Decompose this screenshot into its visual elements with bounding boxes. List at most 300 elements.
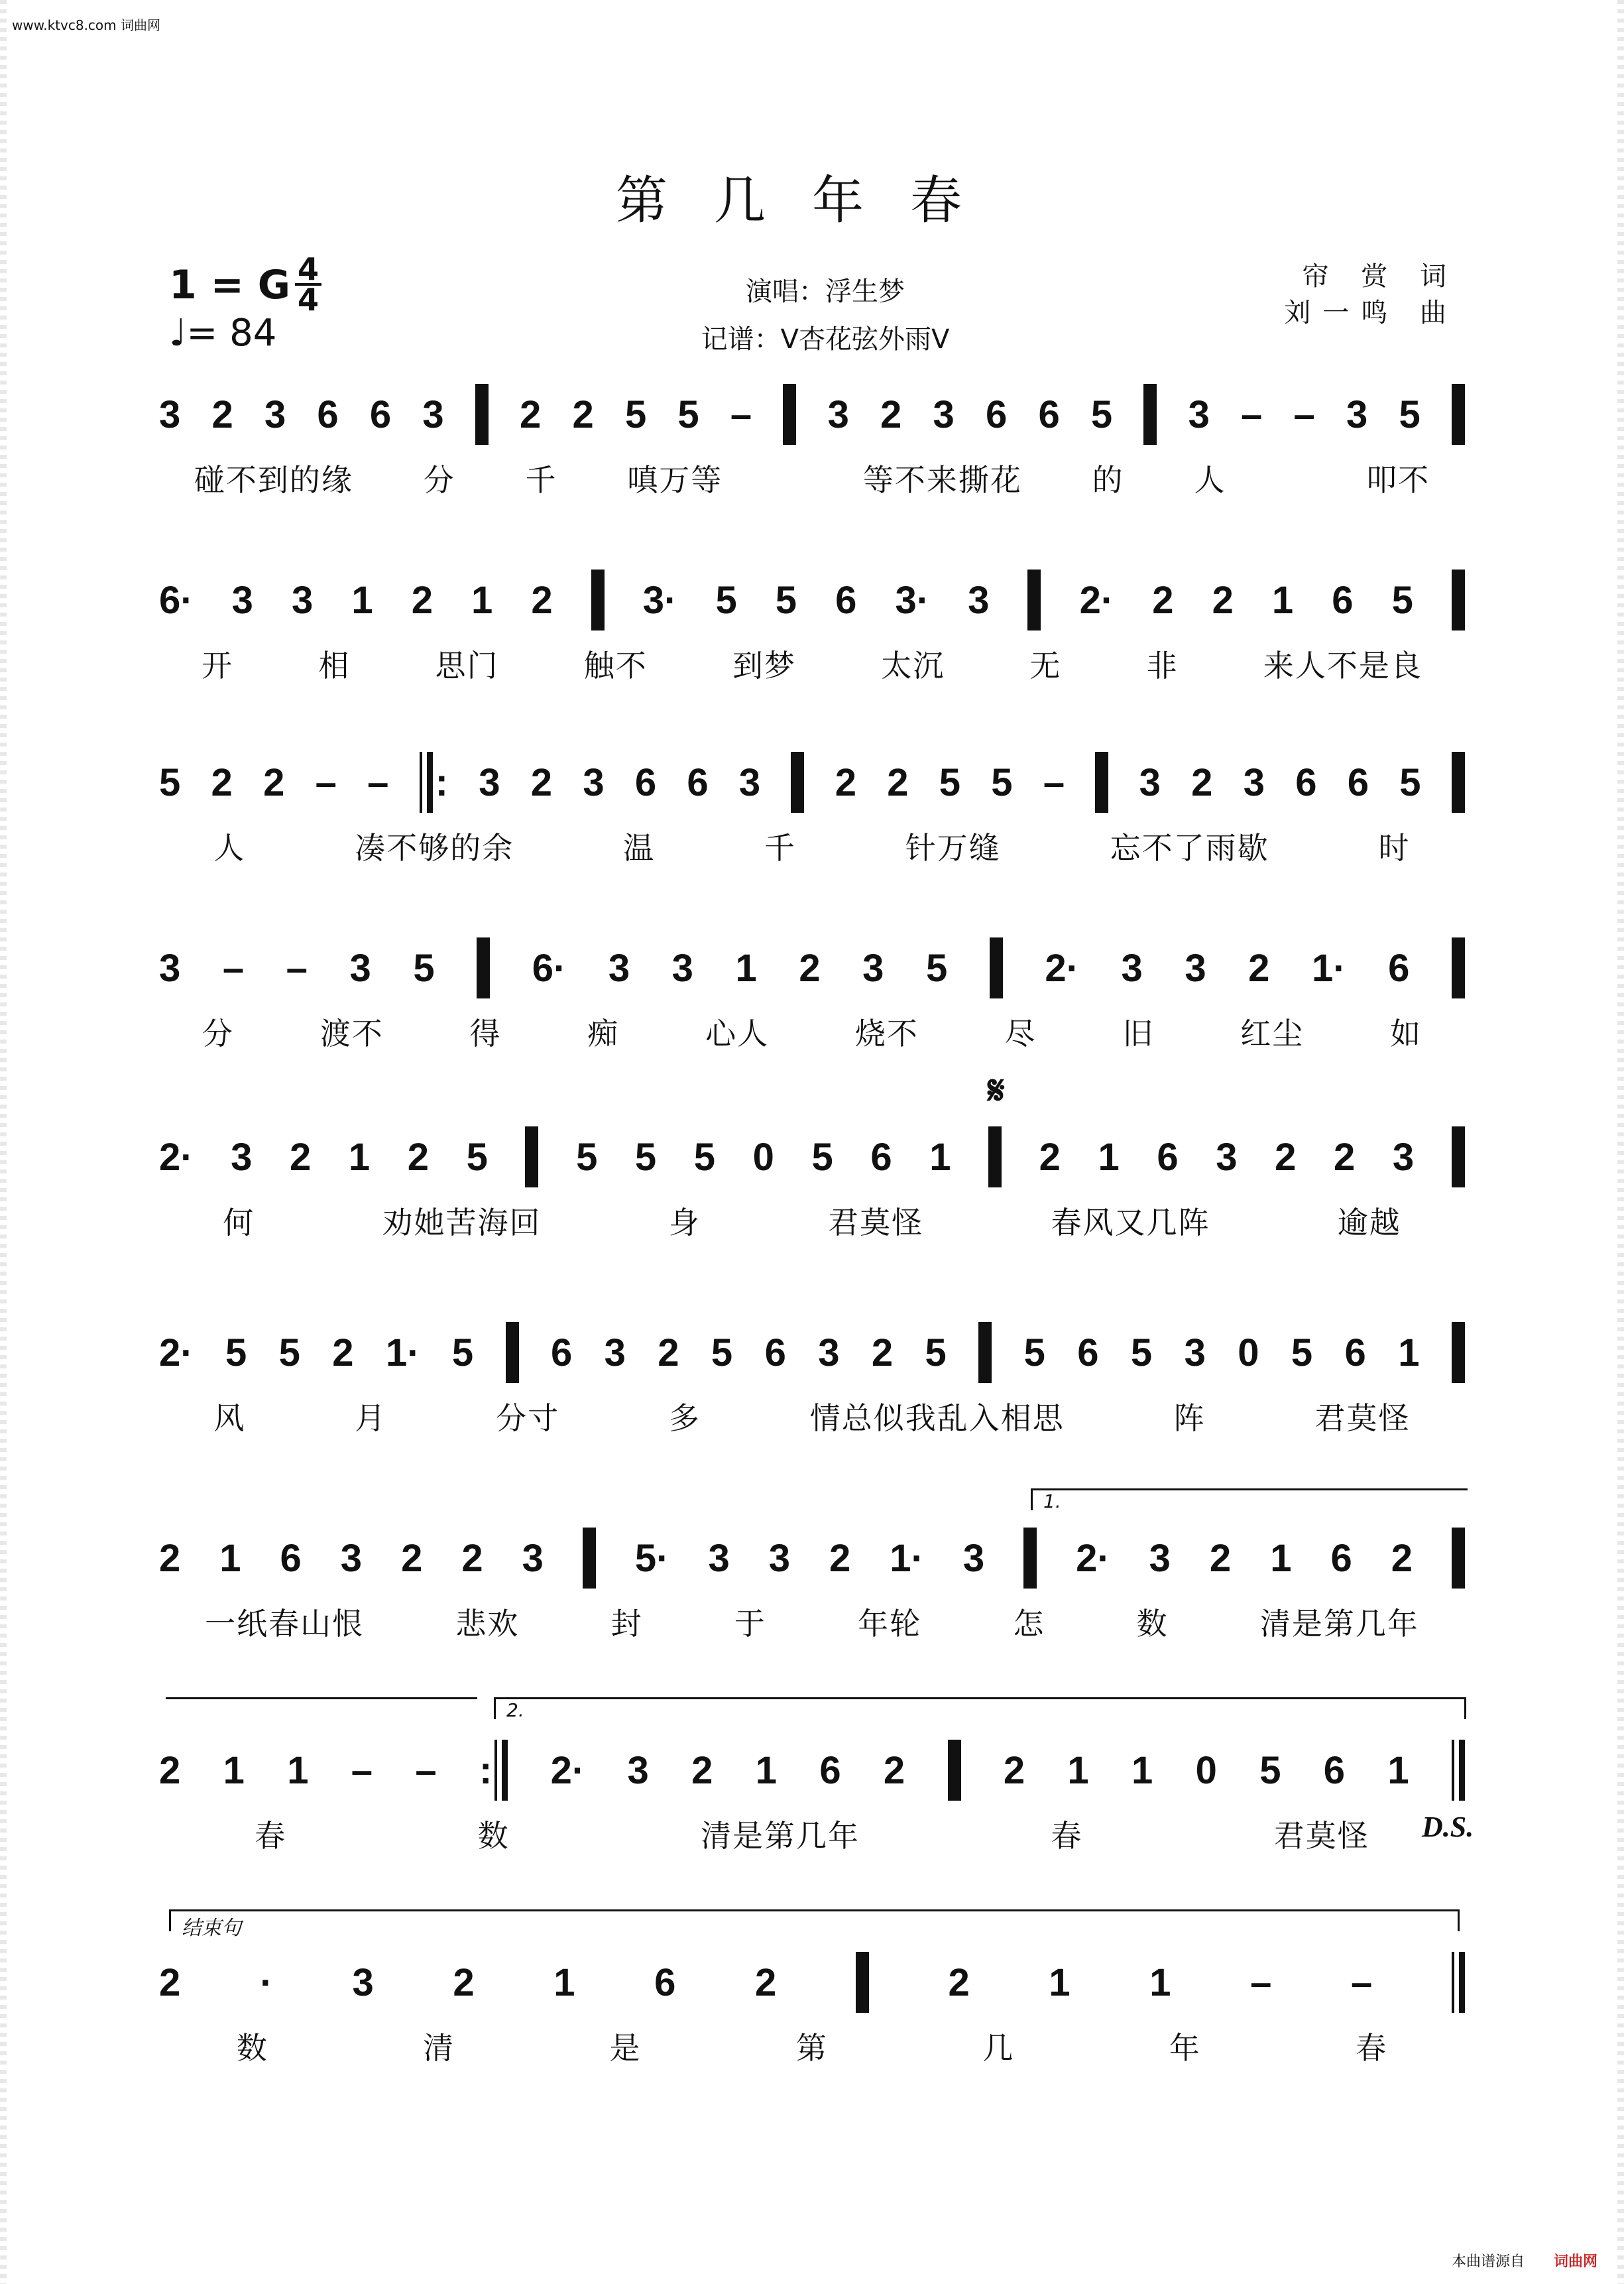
note: – xyxy=(730,392,752,436)
note: 2 xyxy=(1209,1536,1232,1580)
lyric-syllable: 得 xyxy=(469,1016,502,1052)
barline xyxy=(1143,384,1157,445)
note: 3 xyxy=(522,1536,544,1580)
note: 3 xyxy=(1121,946,1143,990)
lyric-syllable: 第 xyxy=(795,2030,828,2066)
note: 3 xyxy=(627,1748,649,1792)
note: 2 xyxy=(829,1536,851,1580)
note: 3 xyxy=(604,1331,626,1374)
note: 6 xyxy=(317,392,339,436)
note: 5 xyxy=(1391,578,1413,622)
lyric-syllable: 旧 xyxy=(1122,1016,1155,1052)
note: 2 xyxy=(453,1960,475,2004)
coda-bracket xyxy=(169,1909,1460,1940)
score-system-3 xyxy=(159,746,1465,878)
note: 3 xyxy=(349,946,371,990)
note: 1 xyxy=(348,1135,371,1179)
note: 3 xyxy=(608,946,630,990)
lyrics-line xyxy=(159,1199,1465,1242)
barline xyxy=(990,937,1003,998)
notation-line xyxy=(159,1734,1465,1807)
note: 5 xyxy=(1399,760,1421,804)
note: 5 xyxy=(1291,1331,1313,1374)
composer-credit: 刘一鸣 曲 xyxy=(1284,298,1458,328)
lyric-syllable: 分 xyxy=(202,1016,234,1052)
lyric-syllable: 非 xyxy=(1146,648,1179,684)
lyric-syllable: 清 xyxy=(423,2030,455,2066)
note: 1 xyxy=(471,578,493,622)
note: 6 xyxy=(1330,1536,1352,1580)
note: 5 xyxy=(677,392,699,436)
barline xyxy=(1452,1528,1465,1589)
lyrics-line xyxy=(159,824,1465,868)
transcriber-credit: 记谱：V杏花弦外雨V xyxy=(701,324,950,355)
segno-sign: 𝄋 xyxy=(988,1067,1005,1114)
note: 2 xyxy=(520,392,542,436)
note: 2 xyxy=(1039,1135,1061,1179)
lyric-syllable: 君莫怪 xyxy=(1314,1400,1411,1436)
note: 2 xyxy=(1391,1536,1413,1580)
time-bottom: 4 xyxy=(295,283,321,314)
note: 0 xyxy=(1238,1331,1259,1374)
note: – xyxy=(1350,1960,1373,2004)
lyric-syllable: 无 xyxy=(1029,648,1062,684)
note: 6 xyxy=(1038,392,1060,436)
note: 1 xyxy=(223,1748,245,1792)
barline xyxy=(1452,1126,1465,1187)
note: 2· xyxy=(159,1135,194,1179)
note: 6 xyxy=(1388,946,1410,990)
page-title: 第几年春 xyxy=(615,171,1008,231)
lyric-syllable: 碰不到的缘 xyxy=(194,462,353,498)
note: 3 xyxy=(768,1536,790,1580)
barline xyxy=(583,1528,596,1589)
note: 6 xyxy=(1344,1331,1366,1374)
note: 2 xyxy=(530,760,553,804)
note: 3 xyxy=(340,1536,363,1580)
note: 1 xyxy=(755,1748,777,1792)
lyric-syllable: 春风又几阵 xyxy=(1051,1205,1210,1240)
note: · xyxy=(260,1960,273,2004)
lyric-syllable: 渡不 xyxy=(319,1016,384,1052)
note: 1 xyxy=(553,1960,575,2004)
lyric-syllable: 千 xyxy=(525,462,557,498)
note: 5 xyxy=(1023,1331,1045,1374)
lyric-syllable: 是 xyxy=(609,2030,642,2066)
first-ending-label: 1. xyxy=(1043,1490,1061,1512)
lyric-syllable: 红尘 xyxy=(1240,1016,1305,1052)
lyric-syllable: 烧不 xyxy=(854,1016,919,1052)
note: 3 xyxy=(671,946,693,990)
note: 5 xyxy=(1090,392,1113,436)
barline xyxy=(1452,384,1465,445)
note: 2 xyxy=(1275,1135,1297,1179)
note: 2 xyxy=(159,1536,181,1580)
lyric-syllable: 春 xyxy=(1051,1818,1083,1854)
note: 3 xyxy=(968,578,990,622)
note: 5 xyxy=(634,1135,657,1179)
note: 2 xyxy=(880,392,902,436)
note: 6· xyxy=(159,578,194,622)
note: 5 xyxy=(711,1331,733,1374)
note: 1 xyxy=(219,1536,241,1580)
note: 3 xyxy=(1392,1135,1415,1179)
note: 1· xyxy=(385,1331,420,1374)
note: 6 xyxy=(1347,760,1369,804)
note: 1 xyxy=(1067,1748,1089,1792)
lyric-syllable: 相 xyxy=(318,648,351,684)
barline xyxy=(1452,752,1465,813)
note: 2· xyxy=(1079,578,1114,622)
note: 1 xyxy=(1270,1536,1292,1580)
second-ending-bracket xyxy=(494,1697,1466,1719)
note: 5· xyxy=(634,1536,669,1580)
lyric-syllable: 尽 xyxy=(1004,1016,1037,1052)
note: 2 xyxy=(211,392,233,436)
note: 1 xyxy=(351,578,373,622)
note: 5 xyxy=(939,760,961,804)
lyricist-credit: 帘 赏 词 xyxy=(1302,261,1458,292)
lyric-syllable: 一纸春山恨 xyxy=(205,1606,365,1642)
note: 3 xyxy=(292,578,314,622)
note: 3 xyxy=(231,578,253,622)
barline xyxy=(948,1740,961,1801)
lyric-syllable: 分寸 xyxy=(496,1400,560,1436)
note: 1 xyxy=(1271,578,1294,622)
lyric-syllable: 阵 xyxy=(1173,1400,1206,1436)
note: 6 xyxy=(764,1331,786,1374)
double-barline: : xyxy=(479,1740,508,1801)
lyric-syllable: 叩不 xyxy=(1366,462,1430,498)
lyric-syllable: 时 xyxy=(1378,830,1411,866)
lyric-syllable: 如 xyxy=(1390,1016,1422,1052)
note: 3· xyxy=(895,578,930,622)
lyrics-line xyxy=(159,2024,1465,2068)
note: 1· xyxy=(1312,946,1346,990)
note: 2 xyxy=(461,1536,483,1580)
lyric-syllable: 开 xyxy=(202,648,234,684)
lyrics-line xyxy=(159,642,1465,686)
note: 5 xyxy=(1259,1748,1281,1792)
double-barline: : xyxy=(420,752,448,813)
note: 2 xyxy=(754,1960,777,2004)
barline xyxy=(1452,937,1465,998)
score-system-4 xyxy=(159,932,1465,1064)
lyric-syllable: 身 xyxy=(668,1205,701,1240)
note: 3 xyxy=(1149,1536,1171,1580)
barline xyxy=(978,1322,992,1383)
note: 5 xyxy=(159,760,181,804)
lyric-syllable: 等不来撕花 xyxy=(862,462,1022,498)
lyric-syllable: 君莫怪 xyxy=(1273,1818,1369,1854)
lyric-syllable: 逾越 xyxy=(1337,1205,1401,1240)
lyric-syllable: 到梦 xyxy=(732,648,796,684)
note: 2 xyxy=(691,1748,713,1792)
lyric-syllable: 痴 xyxy=(587,1016,620,1052)
note: 3 xyxy=(479,760,500,804)
note: 3 xyxy=(933,392,955,436)
lyric-syllable: 千 xyxy=(764,830,796,866)
note: 5 xyxy=(811,1135,833,1179)
lyric-syllable: 人 xyxy=(1194,462,1226,498)
note: 5 xyxy=(775,578,797,622)
barline xyxy=(1095,752,1108,813)
note: 3 xyxy=(264,392,286,436)
barline xyxy=(791,752,804,813)
note: 2 xyxy=(411,578,433,622)
barline xyxy=(477,937,490,998)
note: 1 xyxy=(735,946,757,990)
note: 3 xyxy=(1346,392,1368,436)
note: 2 xyxy=(1333,1135,1356,1179)
note: 2 xyxy=(401,1536,423,1580)
note: 6 xyxy=(819,1748,841,1792)
note: 2 xyxy=(1152,578,1174,622)
lyric-syllable: 嗔万等 xyxy=(627,462,723,498)
note: 2· xyxy=(1045,946,1079,990)
note: 1 xyxy=(287,1748,309,1792)
lyric-syllable: 年轮 xyxy=(858,1606,922,1642)
note: 2 xyxy=(871,1331,894,1374)
note: – xyxy=(1241,392,1263,436)
note: 3 xyxy=(862,946,884,990)
double-bar-glyph xyxy=(420,752,433,813)
note: 6 xyxy=(687,760,709,804)
time-top: 4 xyxy=(297,251,319,287)
note: 1 xyxy=(1049,1960,1071,2004)
note: 6 xyxy=(1157,1135,1179,1179)
notation-line xyxy=(159,746,1465,819)
notation-line xyxy=(159,1522,1465,1594)
note: 3 xyxy=(352,1960,374,2004)
note: 2 xyxy=(290,1135,312,1179)
note: 1 xyxy=(1098,1135,1120,1179)
note: 3 xyxy=(1243,760,1265,804)
lyric-syllable: 的 xyxy=(1092,462,1124,498)
note: 5 xyxy=(466,1135,488,1179)
coda-label: 结束句 xyxy=(182,1917,241,1940)
note: 5 xyxy=(1399,392,1421,436)
lyrics-line xyxy=(159,1010,1465,1053)
lyric-syllable: 怎 xyxy=(1013,1606,1045,1642)
key-signature: 1 = G xyxy=(169,262,291,308)
note: 5 xyxy=(413,946,435,990)
notation-line xyxy=(159,378,1465,451)
note: 5 xyxy=(693,1135,716,1179)
note: 3· xyxy=(642,578,677,622)
note: 6 xyxy=(280,1536,302,1580)
barline xyxy=(1452,1322,1465,1383)
note: 6· xyxy=(532,946,567,990)
first-ending-bracket xyxy=(1031,1488,1468,1510)
note: – xyxy=(315,760,337,804)
note: 2 xyxy=(799,946,821,990)
lyric-syllable: 太沉 xyxy=(881,648,945,684)
note: 6 xyxy=(1295,760,1317,804)
lyric-syllable: 劝她苦海回 xyxy=(382,1205,542,1240)
note: – xyxy=(415,1748,437,1792)
lyric-syllable: 数 xyxy=(477,1818,510,1854)
note: 5 xyxy=(1130,1331,1153,1374)
lyrics-line xyxy=(159,456,1465,500)
score-system-9 xyxy=(159,1946,1465,2078)
note: 3 xyxy=(1139,760,1161,804)
note: 5 xyxy=(451,1331,474,1374)
lyric-syllable: 于 xyxy=(734,1606,766,1642)
note: 2 xyxy=(887,760,909,804)
tempo-marking: ♩= 84 xyxy=(169,312,277,355)
lyric-syllable: 数 xyxy=(1136,1606,1169,1642)
lyric-syllable: 触不 xyxy=(583,648,648,684)
lyric-syllable: 封 xyxy=(610,1606,643,1642)
barline xyxy=(591,570,605,631)
lyrics-line xyxy=(159,1600,1465,1644)
lyric-syllable: 几 xyxy=(982,2030,1015,2066)
note: 3 xyxy=(1188,392,1210,436)
lyric-syllable: 多 xyxy=(668,1400,701,1436)
note: 2 xyxy=(531,578,553,622)
barline xyxy=(1023,1528,1037,1589)
note: 2 xyxy=(948,1960,970,2004)
score-system-1 xyxy=(159,378,1465,511)
note: 3 xyxy=(159,946,181,990)
note: 6 xyxy=(1323,1748,1346,1792)
note: 5 xyxy=(715,578,737,622)
notation-line xyxy=(159,932,1465,1004)
note: 3 xyxy=(1184,1331,1206,1374)
barline xyxy=(475,384,489,445)
note: 3 xyxy=(1185,946,1206,990)
note: – xyxy=(286,946,308,990)
note: 3 xyxy=(1216,1135,1238,1179)
lyric-syllable: 年 xyxy=(1169,2030,1201,2066)
note: – xyxy=(1043,760,1065,804)
double-bar-glyph xyxy=(494,1740,508,1801)
note: 2 xyxy=(211,760,233,804)
note: 6 xyxy=(1077,1331,1099,1374)
double-bar-glyph xyxy=(1452,1740,1465,1801)
lyric-syllable: 温 xyxy=(623,830,656,866)
footer-site: 词曲网 xyxy=(1553,2254,1597,2270)
note: 2 xyxy=(1212,578,1234,622)
note: 2 xyxy=(1003,1748,1025,1792)
note: 2· xyxy=(159,1331,194,1374)
lyrics-line xyxy=(159,1812,1465,1856)
note: – xyxy=(1293,392,1315,436)
lyric-syllable: 凑不够的余 xyxy=(355,830,514,866)
note: 2 xyxy=(159,1960,181,2004)
barline xyxy=(1027,570,1041,631)
score-system-6 xyxy=(159,1316,1465,1449)
note: 1 xyxy=(1387,1748,1409,1792)
double-bar-glyph xyxy=(1452,1952,1465,2013)
note: 3 xyxy=(422,392,444,436)
note: 2 xyxy=(1191,760,1213,804)
note: 6 xyxy=(654,1960,676,2004)
double-barline xyxy=(1452,1952,1465,2013)
lyric-syllable: 情总似我乱入相思 xyxy=(809,1400,1065,1436)
note: 2 xyxy=(835,760,856,804)
note: 2 xyxy=(263,760,285,804)
lyric-syllable: 心人 xyxy=(705,1016,770,1052)
lyric-syllable: 月 xyxy=(355,1400,387,1436)
note: 2 xyxy=(159,1748,181,1792)
barline xyxy=(525,1126,538,1187)
lyric-syllable: 悲欢 xyxy=(455,1606,520,1642)
lyric-syllable: 清是第几年 xyxy=(700,1818,860,1854)
note: 6 xyxy=(985,392,1008,436)
barline xyxy=(856,1952,869,2013)
note: 2 xyxy=(332,1331,354,1374)
note: 5 xyxy=(991,760,1013,804)
note: 6 xyxy=(550,1331,573,1374)
barline xyxy=(783,384,796,445)
note: 3 xyxy=(818,1331,840,1374)
note: 5 xyxy=(925,946,948,990)
note: 2· xyxy=(550,1748,585,1792)
note: 2 xyxy=(658,1331,679,1374)
note: 3 xyxy=(738,760,761,804)
note: 3 xyxy=(583,760,605,804)
note: – xyxy=(351,1748,373,1792)
note: 5 xyxy=(624,392,647,436)
note: 2 xyxy=(407,1135,430,1179)
notation-line xyxy=(159,1120,1465,1193)
lyric-syllable: 春 xyxy=(1356,2030,1388,2066)
lyric-syllable: 针万缝 xyxy=(905,830,1001,866)
note: 3 xyxy=(231,1135,253,1179)
barline xyxy=(506,1322,519,1383)
second-ending-label: 2. xyxy=(506,1699,524,1721)
barline xyxy=(1452,570,1465,631)
note: 1 xyxy=(929,1135,951,1179)
first-ending-continuation xyxy=(166,1697,477,1699)
barline xyxy=(988,1126,1002,1187)
score-system-8 xyxy=(159,1734,1465,1866)
dal-segno-marking: D.S. xyxy=(1422,1811,1474,1843)
notation-line xyxy=(159,1316,1465,1389)
lyric-syllable: 数 xyxy=(236,2030,268,2066)
note: 2 xyxy=(572,392,594,436)
note: 5 xyxy=(225,1331,247,1374)
score-system-2 xyxy=(159,564,1465,696)
score-system-7 xyxy=(159,1522,1465,1654)
note: 6 xyxy=(634,760,657,804)
singer-credit: 演唱：浮生梦 xyxy=(746,276,905,307)
note: 5 xyxy=(576,1135,598,1179)
notation-line xyxy=(159,1946,1465,2019)
note: 1· xyxy=(890,1536,924,1580)
lyric-syllable: 思门 xyxy=(435,648,499,684)
note: 6 xyxy=(870,1135,892,1179)
note: 2 xyxy=(1248,946,1270,990)
double-barline xyxy=(1452,1740,1465,1801)
lyric-syllable: 风 xyxy=(213,1400,246,1436)
note: 2· xyxy=(1076,1536,1110,1580)
note: 6 xyxy=(835,578,857,622)
lyric-syllable: 何 xyxy=(223,1205,255,1240)
note: 2 xyxy=(883,1748,905,1792)
note: 3 xyxy=(708,1536,730,1580)
lyric-syllable: 分 xyxy=(423,462,455,498)
note: 5 xyxy=(925,1331,947,1374)
lyric-syllable: 君莫怪 xyxy=(828,1205,924,1240)
note: – xyxy=(222,946,245,990)
lyric-syllable: 来人不是良 xyxy=(1263,648,1422,684)
notation-line xyxy=(159,564,1465,636)
note: 6 xyxy=(369,392,392,436)
note: 1 xyxy=(1398,1331,1420,1374)
